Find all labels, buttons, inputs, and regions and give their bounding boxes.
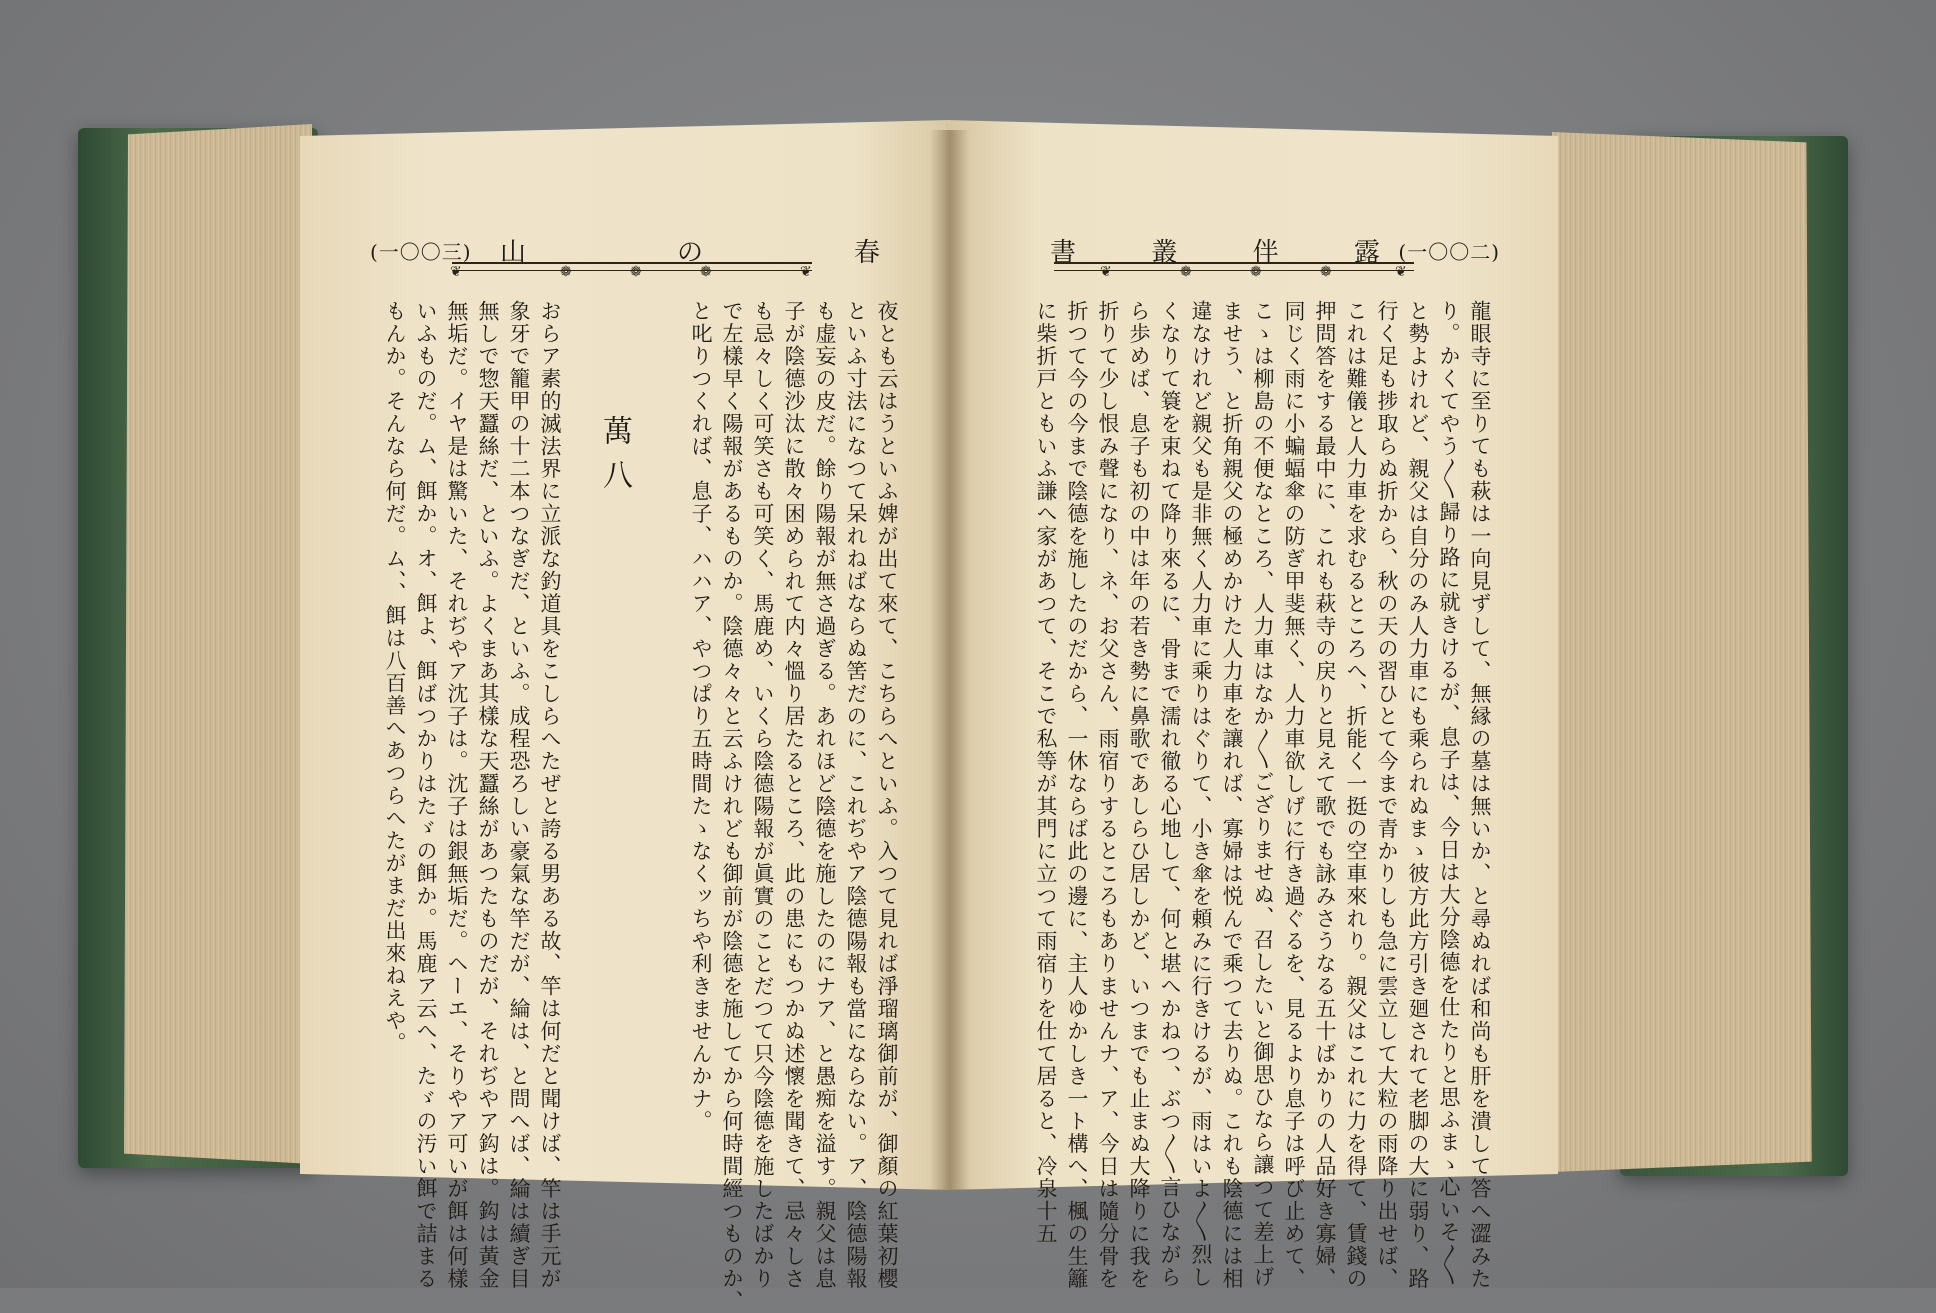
text-column: 龍眼寺に至りても萩は一向見ずして、無縁の墓は無いか、と尋ぬれば和尚も肝を潰して答へ澀みた (1468, 300, 1492, 1290)
page-edges-right (1552, 132, 1817, 1172)
text-column: 同じく雨に小蝙蝠傘の防ぎ甲斐無く、人力車欲しげに行き過ぐるを、見るより息子は呼び止めて、 (1282, 300, 1306, 1290)
text-column: 象牙で籠甲の十二本つなぎだ、といふ。成程恐ろしい豪氣な竿だが、綸は、と問へば、綸は續ぎ目 (507, 300, 531, 1290)
text-column: 行く足も捗取らぬ折から、秋の天の習ひとて今まで青かりしも急に雲立して大粒の雨降り出せば、 (1375, 300, 1399, 1290)
text-column: 押問答をする最中に、これも萩寺の戻りと見えて歌でも詠みさうなる五十ばかりの人品好き寡婦、 (1313, 300, 1337, 1290)
text-column: こゝは柳島の不便なところ、人力車はなか〳〵ござりませぬ、召したいと御思ひなら讓つて差上げ (1251, 300, 1275, 1289)
text-column: も忌々しく可笑さも可笑く、馬鹿め、いくら陰德陽報が眞實のことだつて只今陰德を施したばかり (751, 300, 775, 1290)
text-column: ら歩めば、息子も初の中は年の若き勢に鼻歌であしらひ居しかど、いつまでも止まぬ大降りに我を (1127, 300, 1151, 1290)
ornament-icon: ❁ (1180, 264, 1192, 280)
left-title-char: 春 (853, 238, 880, 268)
ornament-icon: ❦ (1100, 264, 1112, 280)
left-title-char: 山 (500, 238, 527, 268)
section-heading: 萬八 (597, 415, 632, 503)
ornament-icon: ❁ (560, 264, 572, 280)
text-column: 子が陰德沙汰に散々困められて内々慍り居たるところ、此の患にもつかぬ述懷を聞きて、忌々しさ (782, 300, 806, 1290)
right-title-char: 書 (1050, 238, 1077, 268)
text-column: に柴折戸ともいふ謙へ家があつて、そこで私等が其門に立つて雨宿りを仕て居ると、冷泉十五 (1034, 300, 1058, 1245)
text-column: 違なけれど親父も是非無く人力車に乘りはぐりて、小き傘を頼みに行きけるが、雨はいよ〳〵烈し (1189, 300, 1213, 1289)
text-column: も虚妄の皮だ。餘り陽報が無さ過ぎる。あれほど陰德を施したのにナア、と愚痴を溢す。親父は息 (813, 300, 837, 1290)
ornament-icon: ❦ (800, 264, 812, 280)
ornament-icon: ❦ (450, 264, 462, 280)
text-column: と叱りつくれば、息子、ハハア、やつぱり五時間たゝなくッちや利きませんかナ。 (689, 300, 713, 1133)
text-column: と勢よけれど、親父は自分のみ人力車にも乘られぬまゝ彼方此方引き廻されて老脚の大に弱り、路 (1406, 300, 1430, 1290)
right-title-char: 露 (1353, 238, 1380, 268)
ornament-icon: ❁ (1320, 264, 1332, 280)
text-column: 無しで惣天蠶絲だ、といふ。よくまあ其樣な天蠶絲があつたものだが、それぢやア鈎は。鈎は黃金 (476, 300, 500, 1290)
text-column: ませう、と折角親父の極めかけた人力車を讓れば、寡婦は悦んで乘つて去りぬ。これも陰德には相 (1220, 300, 1244, 1290)
text-column: いふものだ。ム、餌か。オ、餌よ、餌ばつかりはたゞの餌か。馬鹿ア云へ、たゞの汚い餌で詰まる (414, 300, 438, 1290)
ornament-icon: ❁ (700, 264, 712, 280)
text-column: 折りて少し恨み聲になり、ネ、お父さん、雨宿りするところもありませんナ、ア、今日は隨分骨を (1096, 300, 1120, 1290)
text-column: り。かくてやう〳〵歸り路に就きけるが、息子は、今日は大分陰德を仕たりと思ふまゝ心いそ〳〵 (1437, 300, 1461, 1287)
book-gutter (930, 130, 970, 1190)
text-column: 無垢だ。イヤ是は驚いた、それぢやア沈子は。沈子は銀無垢だ。ヘーエ、そりやア可いが餌は何樣 (445, 300, 469, 1290)
left-page-number: (一〇〇三) (370, 240, 472, 264)
right-title-char: 伴 (1252, 238, 1279, 268)
text-column: おらア素的滅法界に立派な釣道具をこしらへたぜと誇る男ある故、竿は何だと聞けば、竿は手元が (538, 300, 562, 1290)
ornament-icon: ❁ (1250, 264, 1262, 280)
text-column: 夜とも云はうといふ婢が出て來て、こちらへといふ。入つて見れば淨瑠璃御前が、御顏の紅葉初櫻 (875, 300, 899, 1290)
text-column: これは難儀と人力車を求むるところへ、折能く一挺の空車來れり。親父はこれに力を得て、賃錢の (1344, 300, 1368, 1290)
text-column: で左樣早く陽報があるものか。陰德々々と云ふけれども御前が陰德を施してから何時間經つものか、 (720, 300, 744, 1313)
text-column: くなりて簑を束ねて降り來るに、骨まで濡れ徹る心地して、何と堪へかねつ、ぶつ〳〵言ひながら (1158, 300, 1182, 1289)
text-column: といふ寸法になつて呆れねばならぬ筈だのに、これぢやア陰德陽報も當にならない。ア、陰德陽報 (844, 300, 868, 1290)
text-column: 折つて今の今まで陰德を施したのだから、一休ならば此の邊に、主人ゆかしき一ト構へ、楓の生籬 (1065, 300, 1089, 1290)
text-column: もんか。そんなら何だ。ム、、餌は八百善へあつらへたがまだ出來ねえや。 (383, 300, 407, 1055)
page-edges-left (112, 124, 312, 1164)
right-title-char: 叢 (1151, 238, 1178, 268)
left-title-char: の (676, 238, 703, 268)
right-page-number: (一〇〇二) (1398, 240, 1500, 264)
ornament-icon: ❦ (1395, 264, 1407, 280)
ornament-icon: ❁ (630, 264, 642, 280)
